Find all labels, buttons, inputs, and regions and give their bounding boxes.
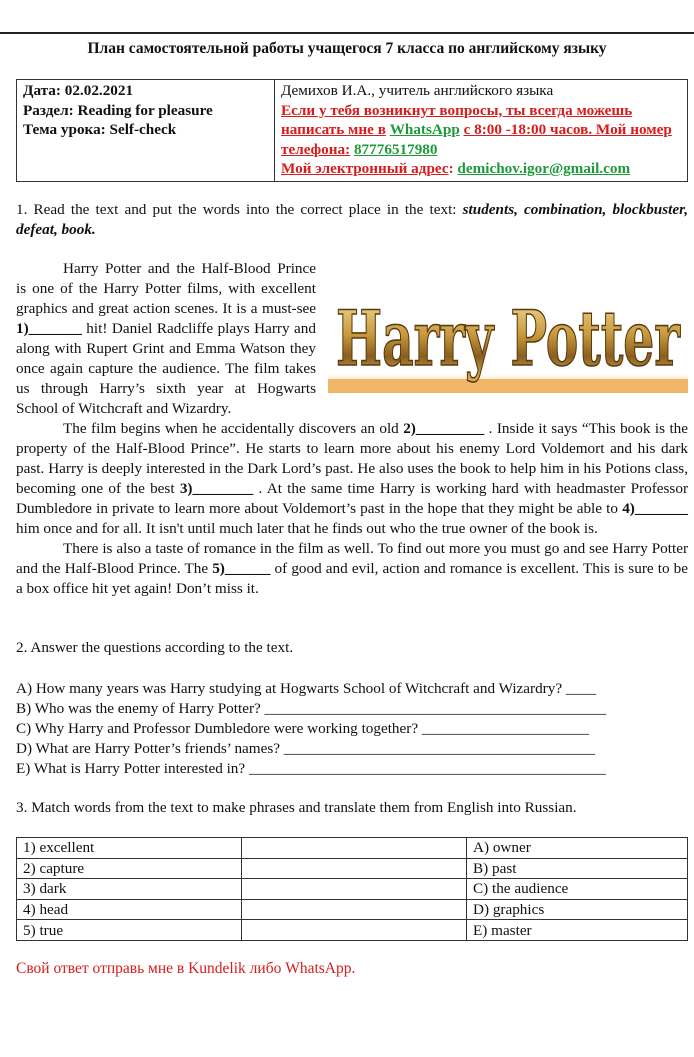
teacher-name: Демихов И.А., учитель английского языка [281, 82, 554, 99]
table-row: 2) capture B) past [17, 858, 688, 879]
footer-note: Свой ответ отправь мне в Kundelik либо WhatsApp. [16, 960, 356, 977]
teacher-info-cell [275, 80, 688, 182]
page-title: План самостоятельной работы учащегося 7 класса по английскому языку [87, 40, 607, 57]
contact-text: Если у тебя возникнут вопросы, ты всегда можешь написать мне в WhatsApp с 8:00 -18:00 часов. Мой номер телефона: 87776517980 [281, 101, 672, 158]
answer-cell[interactable] [242, 920, 467, 941]
task1-instruction: 1. Read the text and put the words into the correct place in the text: students, combination, blockbuster, defeat, book. [16, 201, 688, 238]
email-link[interactable]: demichov.igor@gmail.com [457, 160, 631, 177]
question-b[interactable]: B) Who was the enemy of Harry Potter? _____________________________________________ [16, 700, 607, 717]
blank-5[interactable]: 5)______ [212, 560, 271, 577]
task2-questions [16, 679, 688, 779]
paragraph-3: There is also a taste of romance in the film as well. To find out more you must go and see Harry Potter and the Half-Blood Prince. The 5)______ of good and evil, action and romance is excellent. This is sure to be a box office hit yet again! Don’t miss it. [16, 540, 689, 597]
paragraph-1: Harry Potter and the Half-Blood Prince is one of the Harry Potter films, with excellent graphics and great action scenes. It is a must-see 1)_______ hit! Daniel Radcliffe plays Harry and along with Rupert Grint and Emma Watson they once again capture the audience. The film takes us through Harry’s sixth year at Hogwarts School of Witchcraft and Wizardry. [16, 260, 316, 417]
task2-instruction: 2. Answer the questions according to the text. [16, 639, 294, 656]
svg-text:Harry Potter: Harry Potter [336, 294, 681, 383]
topic-label: Тема урока: Self-check [23, 121, 177, 138]
table-row: 1) excellent A) owner [17, 838, 688, 859]
article-text [16, 259, 688, 599]
blank-3[interactable]: 3)________ [179, 480, 254, 497]
email-line: Мой электронный адрес: demichov.igor@gmail.com [281, 160, 631, 177]
answer-cell[interactable] [242, 879, 467, 900]
question-d[interactable]: D) What are Harry Potter’s friends’ names? _________________________________________ [16, 740, 596, 757]
harry-potter-logo [328, 261, 688, 393]
lesson-info-cell [17, 80, 275, 182]
table-row: 4) head D) graphics [17, 899, 688, 920]
question-e[interactable]: E) What is Harry Potter interested in? _______________________________________________ [16, 760, 606, 777]
blank-2[interactable]: 2)_________ [403, 420, 485, 437]
blank-4[interactable]: 4)_______ [622, 500, 688, 517]
answer-cell[interactable] [242, 899, 467, 920]
blank-1[interactable]: 1)_______ [16, 320, 82, 337]
table-row: 3) dark C) the audience [17, 879, 688, 900]
question-c[interactable]: C) Why Harry and Professor Dumbledore were working together? ______________________ [16, 720, 589, 737]
answer-cell[interactable] [242, 858, 467, 879]
info-table [16, 79, 688, 182]
question-a[interactable]: A) How many years was Harry studying at Hogwarts School of Witchcraft and Wizardry? ____ [16, 680, 597, 697]
paragraph-2: The film begins when he accidentally discovers an old 2)_________ . Inside it says “This book is the property of the Half-Blood Prince”. He starts to learn more about his enemy Lord Voldemort and his dark past. Harry is deeply interested in the Dark Lord’s past. He also uses the book to help him in his Potions class, becoming one of the best 3)________ . At the same time Harry is working hard with headmaster Professor Dumbledore in private to learn more about Voldemort’s past in the hope that they might be able to 4)_______ him once and for all. It isn't until much later that he finds out who the true owner of the book is. [16, 420, 688, 537]
answer-cell[interactable] [242, 838, 467, 859]
phone-number[interactable]: 87776517980 [353, 140, 438, 158]
top-rule [0, 32, 694, 34]
harry-potter-logo-image [328, 261, 688, 393]
section-label: Раздел: Reading for pleasure [23, 101, 213, 119]
date-label: Дата: 02.02.2021 [23, 82, 134, 99]
match-table [16, 837, 688, 941]
whatsapp-link[interactable]: WhatsApp [389, 121, 460, 138]
task3-instruction: 3. Match words from the text to make phrases and translate them from English into Russian. [16, 799, 577, 816]
table-row: 5) true E) master [17, 920, 688, 941]
task1-words: students, combination, blockbuster, defeat, book. [16, 201, 688, 238]
